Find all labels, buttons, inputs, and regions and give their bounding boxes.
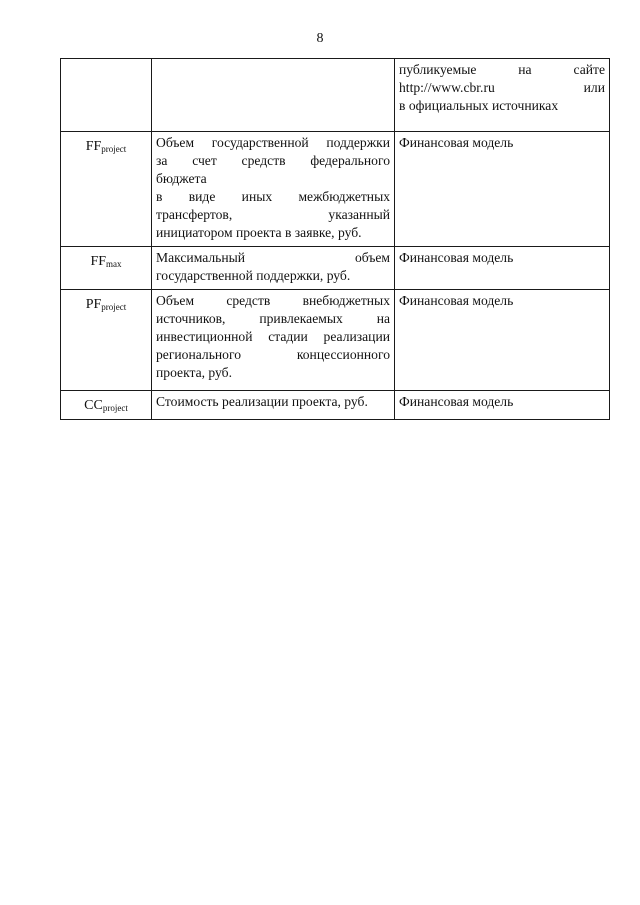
description-line: инвестиционной стадии реализации xyxy=(156,329,390,344)
symbol-subscript: project xyxy=(101,302,127,312)
source-cell xyxy=(395,59,610,132)
table-row xyxy=(61,290,610,391)
description-line: государственной поддержки, руб. xyxy=(156,268,351,283)
symbol-base: FF xyxy=(85,139,102,154)
symbol-base: FF xyxy=(90,254,107,269)
source-line: публикуемые на сайте xyxy=(399,62,605,77)
source-line: http://www.cbr.ru или xyxy=(399,80,605,95)
source-cell xyxy=(395,132,610,247)
symbol-base: PF xyxy=(85,297,102,312)
description-line: проекта, руб. xyxy=(156,365,232,380)
source-line: Финансовая модель xyxy=(399,250,514,265)
source-line: в официальных источниках xyxy=(399,98,559,113)
description-line: за счет средств федерального xyxy=(156,153,390,168)
parameters-table-body xyxy=(61,59,610,420)
table-row xyxy=(61,59,610,132)
page-number: 8 xyxy=(316,31,324,46)
table-row xyxy=(61,391,610,420)
description-line: Объем средств внебюджетных xyxy=(156,293,390,308)
description-line: регионального концессионного xyxy=(156,347,390,362)
description-cell xyxy=(152,59,395,132)
symbol-subscript: project xyxy=(102,403,128,413)
description-cell xyxy=(152,391,395,420)
source-line: Финансовая модель xyxy=(399,293,514,308)
source-line: Финансовая модель xyxy=(399,394,514,409)
source-line: Финансовая модель xyxy=(399,135,514,150)
table-row xyxy=(61,247,610,290)
symbol-base: CC xyxy=(84,398,103,413)
parameters-table xyxy=(60,58,610,420)
symbol-cell xyxy=(61,391,152,420)
description-cell xyxy=(152,290,395,391)
description-line: источников, привлекаемых на xyxy=(156,311,390,326)
symbol-cell xyxy=(61,132,152,247)
symbol-subscript: max xyxy=(106,259,122,269)
symbol-cell xyxy=(61,247,152,290)
description-line: инициатором проекта в заявке, руб. xyxy=(156,225,362,240)
table-row xyxy=(61,132,610,247)
description-line: Максимальный объем xyxy=(156,250,390,265)
description-line: бюджета xyxy=(156,171,207,186)
source-cell xyxy=(395,247,610,290)
symbol-cell xyxy=(61,290,152,391)
description-line: в виде иных межбюджетных xyxy=(156,189,390,204)
source-cell xyxy=(395,290,610,391)
source-cell xyxy=(395,391,610,420)
symbol-subscript: project xyxy=(101,144,127,154)
symbol-cell xyxy=(61,59,152,132)
description-cell xyxy=(152,132,395,247)
description-line: трансфертов, указанный xyxy=(156,207,390,222)
description-line: Стоимость реализации проекта, руб. xyxy=(156,394,368,409)
description-cell xyxy=(152,247,395,290)
description-line: Объем государственной поддержки xyxy=(156,135,390,150)
